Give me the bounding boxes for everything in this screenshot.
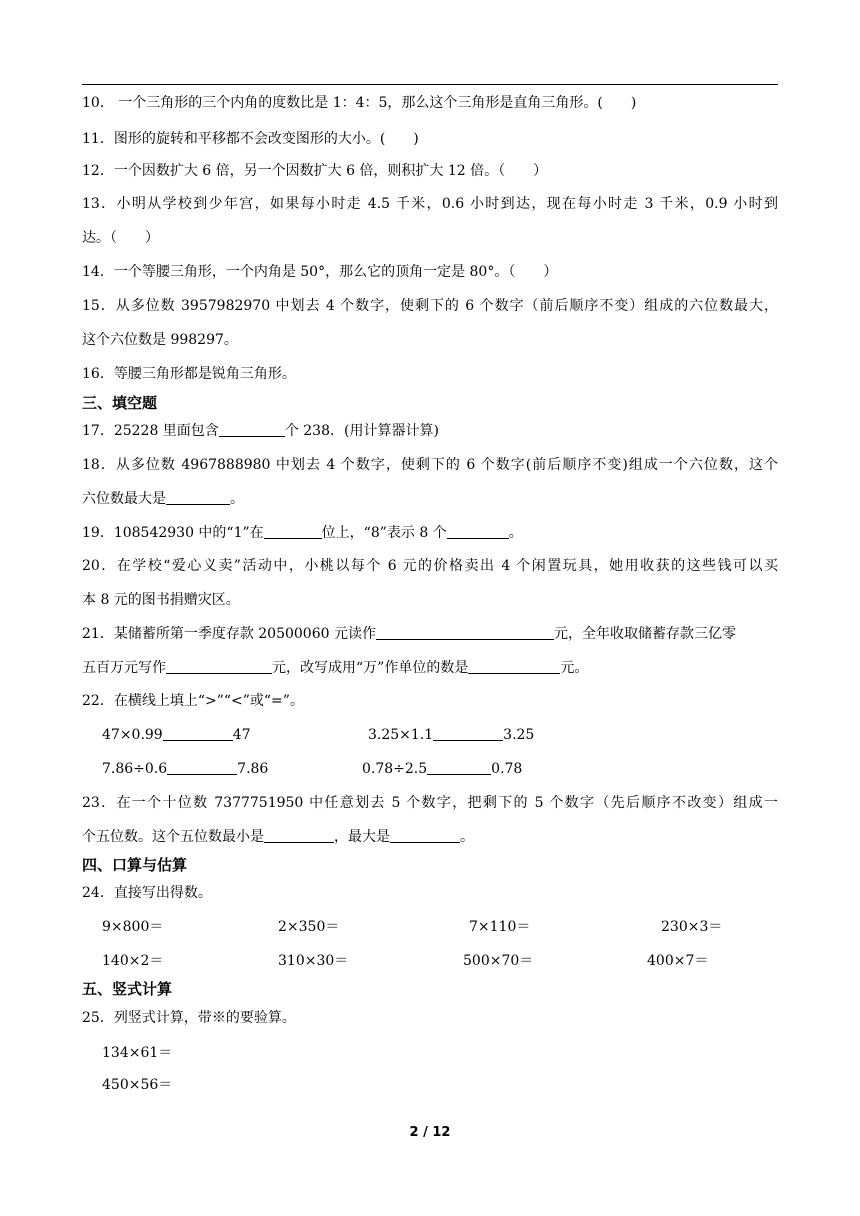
question-13-line2: 达。（ ）: [82, 230, 159, 246]
question-10: 10． 一个三角形的三个内角的度数比是 1：4：5，那么这个三角形是直角三角形。( ): [82, 95, 637, 111]
compare-item: 7.86÷0.6 7.86: [102, 761, 269, 777]
mental-calc-item: 310×30＝: [278, 953, 349, 969]
question-23-line2: [82, 827, 474, 847]
section-3-heading: 三、填空题: [82, 394, 158, 412]
question-14: 14．一个等腰三角形，一个内角是 50°，那么它的顶角一定是 80°。（ ）: [82, 264, 558, 280]
question-20-line2: 本 8 元的图书捐赠灾区。: [82, 592, 240, 608]
question-20-line1: 20．在学校“爱心义卖”活动中，小桃以每个 6 元的价格卖出 4 个闲置玩具，她用收获的这些钱可以买: [82, 558, 778, 574]
question-21-line1: [82, 624, 778, 644]
answer-blank[interactable]: [433, 725, 503, 741]
q17-text-a: 17．25228 里面包含: [82, 423, 219, 439]
q21-text-e: 元。: [560, 660, 589, 676]
vertical-calc-item: 134×61＝: [102, 1045, 173, 1061]
mental-calc-item: 9×800＝: [102, 919, 164, 935]
q19-text-a: 19．108542930 中的“1”在: [82, 525, 264, 541]
question-24: 24．直接写出得数。: [82, 885, 212, 901]
question-11: 11．图形的旋转和平移都不会改变图形的大小。( ): [82, 131, 419, 147]
question-13-line1: 13．小明从学校到少年宫，如果每小时走 4.5 千米，0.6 小时到达，现在每小时走 3 千米，0.9 小时到: [82, 196, 778, 212]
answer-blank[interactable]: [264, 827, 334, 843]
section-4-heading: 四、口算与估算: [82, 856, 188, 874]
question-15-line1: 15．从多位数 3957982970 中划去 4 个数字，使剩下的 6 个数字（前后顺序不变）组成的六位数最大，: [82, 298, 778, 314]
question-18-line2: [82, 489, 244, 509]
compare-item: 47×0.99 47: [102, 727, 251, 743]
mental-calc-item: 7×110＝: [469, 919, 531, 935]
question-21-line2: [82, 658, 588, 678]
page-number: 2 / 12: [409, 1125, 451, 1140]
q23-text-b: 个五位数。这个五位数最小是: [82, 829, 264, 845]
mental-calc-item: 400×7＝: [647, 953, 709, 969]
q19-text-c: 。: [508, 525, 523, 541]
answer-blank[interactable]: [219, 421, 285, 437]
question-23-line1: 23．在一个十位数 7377751950 中任意划去 5 个数字，把剩下的 5 个数字（先后顺序不改变）组成一: [82, 795, 778, 811]
answer-blank[interactable]: [376, 624, 554, 640]
vertical-calc-item: 450×56＝: [102, 1077, 173, 1093]
answer-blank[interactable]: [447, 523, 509, 539]
q18-text-b: 六位数最大是: [82, 491, 166, 507]
q21-text-b: 元，全年收取储蓄存款三亿零: [553, 626, 736, 642]
answer-blank[interactable]: [163, 725, 233, 741]
mental-calc-item: 230×3＝: [661, 919, 723, 935]
answer-blank[interactable]: [427, 759, 491, 775]
q23-text-c: ，最大是: [334, 829, 390, 845]
answer-blank[interactable]: [468, 658, 560, 674]
question-15-line2: 这个六位数是 998297。: [82, 332, 238, 348]
compare-item: 3.25×1.1 3.25: [368, 727, 535, 743]
q17-text-b: 个 238．(用计算器计算): [284, 423, 439, 439]
question-25: 25．列竖式计算，带※的要验算。: [82, 1010, 296, 1026]
question-19: [82, 523, 523, 543]
answer-blank[interactable]: [264, 523, 322, 539]
mental-calc-item: 500×70＝: [463, 953, 534, 969]
q18-text-c: 。: [230, 491, 244, 507]
answer-blank[interactable]: [166, 489, 230, 505]
question-16: 16．等腰三角形都是锐角三角形。: [82, 366, 296, 382]
question-22: 22．在横线上填上“>”“<”或“=”。: [82, 693, 304, 709]
question-12: 12．一个因数扩大 6 倍，另一个因数扩大 6 倍，则积扩大 12 倍。（ ）: [82, 163, 548, 179]
q21-text-c: 五百万元写作: [82, 660, 166, 676]
answer-blank[interactable]: [390, 827, 460, 843]
question-18-line1: 18．从多位数 4967888980 中划去 4 个数字，使剩下的 6 个数字(前后顺序不变)组成一个六位数，这个: [82, 457, 778, 473]
q21-text-d: 元，改写成用“万”作单位的数是: [272, 660, 469, 676]
q23-text-d: 。: [460, 829, 474, 845]
section-5-heading: 五、竖式计算: [82, 980, 173, 998]
mental-calc-item: 140×2＝: [102, 953, 164, 969]
answer-blank[interactable]: [166, 658, 272, 674]
header-rule: [82, 84, 778, 85]
compare-item: 0.78÷2.5 0.78: [362, 761, 523, 777]
answer-blank[interactable]: [167, 759, 237, 775]
q19-text-b: 位上，“8”表示 8 个: [321, 525, 447, 541]
q21-text-a: 21．某储蓄所第一季度存款 20500060 元读作: [82, 626, 376, 642]
mental-calc-item: 2×350＝: [278, 919, 340, 935]
question-17: [82, 421, 439, 441]
